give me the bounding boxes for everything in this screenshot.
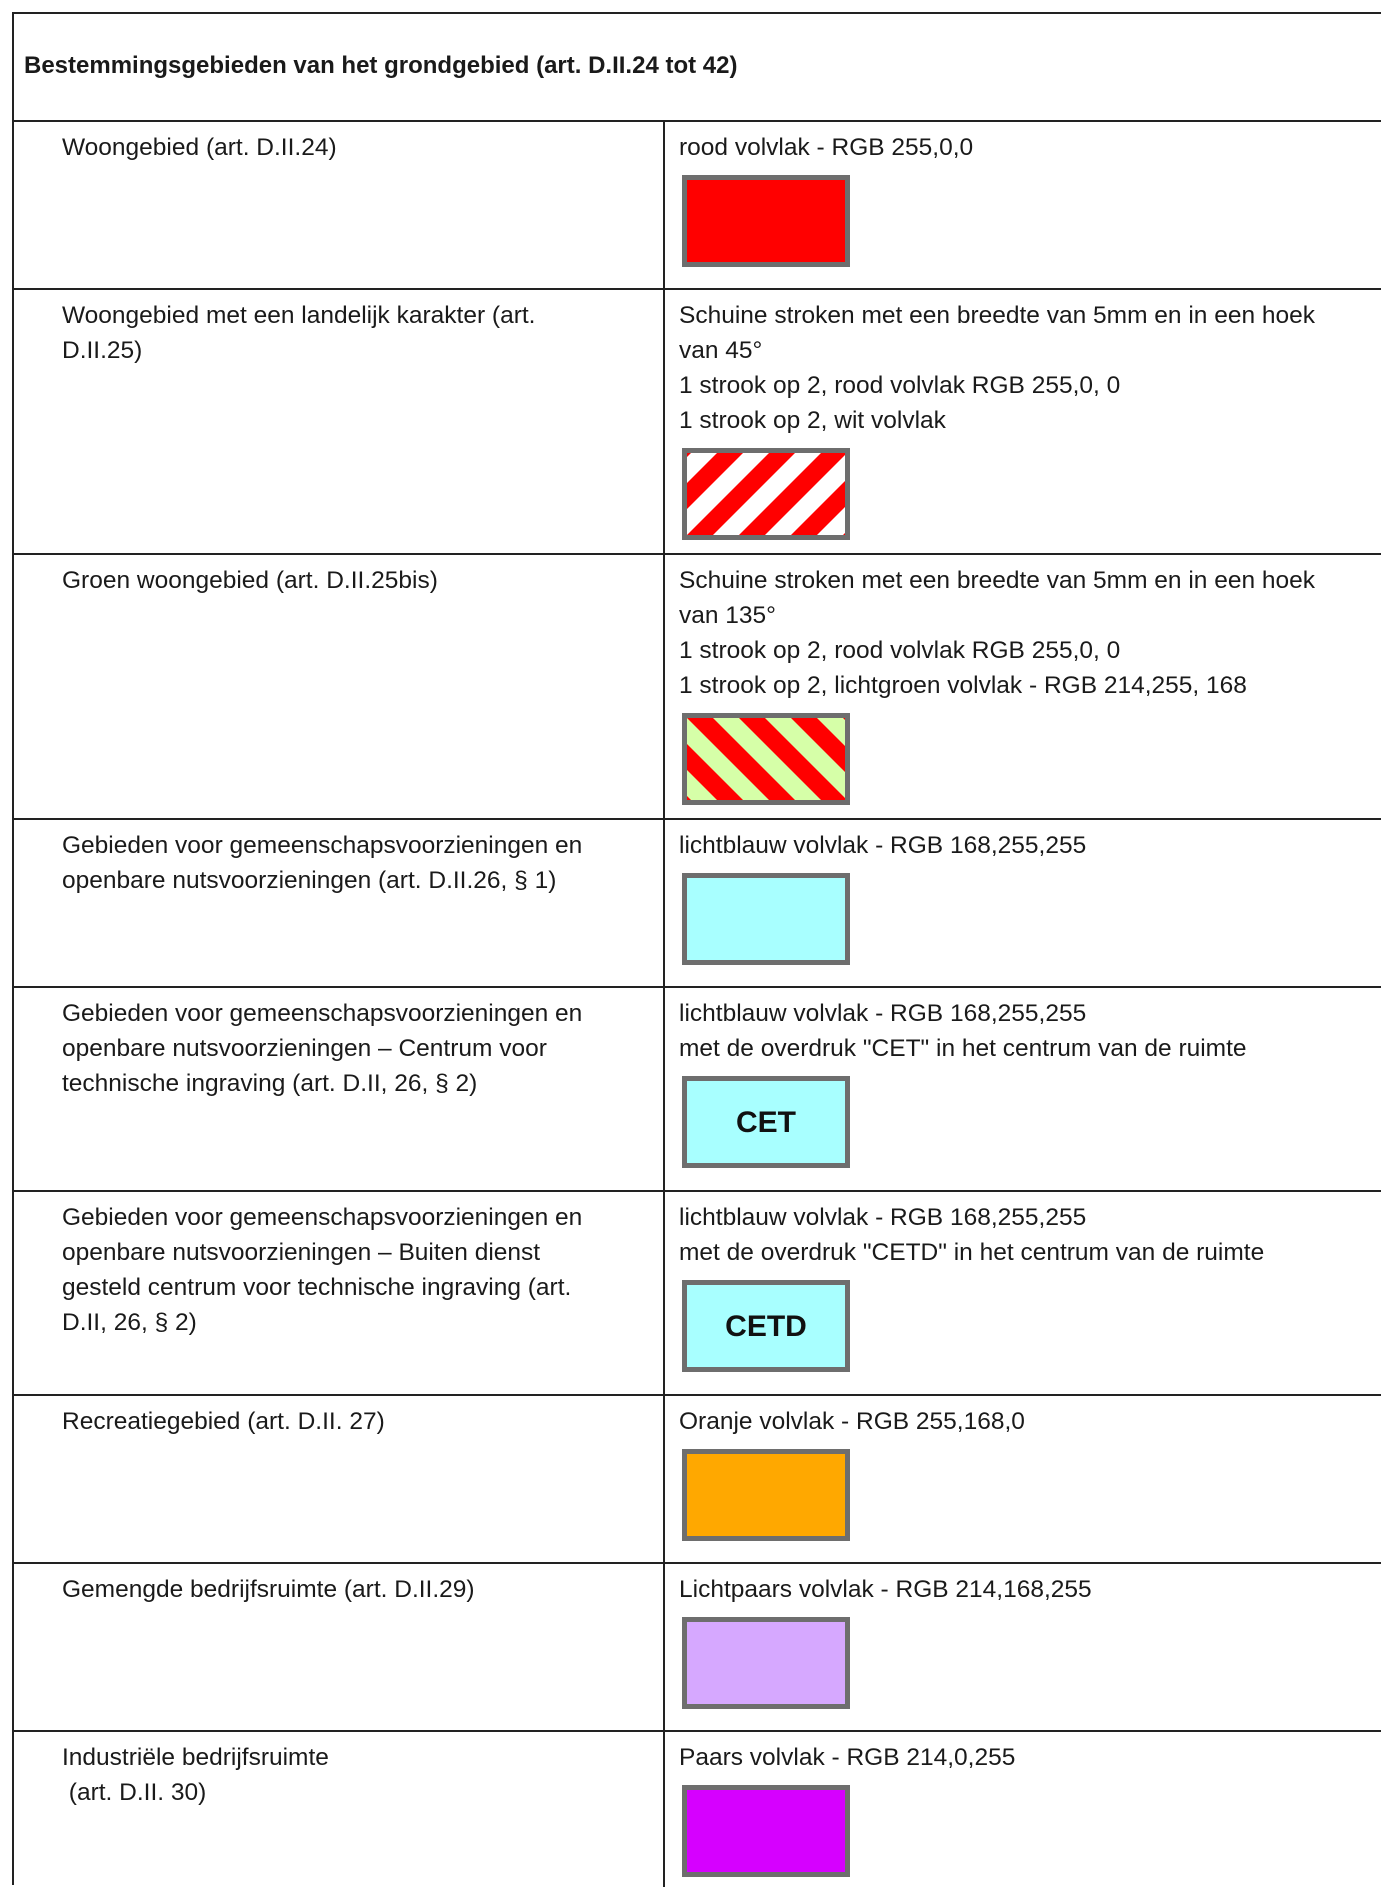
zone-name-line: Gemengde bedrijfsruimte (art. D.II.29) — [62, 1576, 475, 1603]
color-swatch — [682, 448, 850, 540]
table-row — [14, 1732, 1381, 1887]
zone-symbol-description — [679, 1740, 1379, 1877]
description-line: Lichtpaars volvlak - RGB 214,168,255 — [679, 1576, 1092, 1603]
description-line: Schuine stroken met een breedte van 5mm en in een hoek — [679, 302, 1316, 329]
zone-symbol-description — [679, 298, 1379, 540]
zone-name-line: Recreatiegebied (art. D.II. 27) — [62, 1408, 385, 1435]
table-header — [14, 14, 1381, 122]
description-line: Oranje volvlak - RGB 255,168,0 — [679, 1408, 1025, 1435]
description-line: met de overdruk "CETD" in het centrum van de ruimte — [679, 1239, 1265, 1266]
color-swatch — [682, 1449, 850, 1541]
zone-name — [62, 563, 642, 598]
description-line: Paars volvlak - RGB 214,0,255 — [679, 1744, 1016, 1771]
hatch-pattern — [687, 453, 845, 535]
zone-name-line: technische ingraving (art. D.II, 26, § 2) — [62, 1070, 478, 1097]
color-swatch — [682, 713, 850, 805]
description-line: 1 strook op 2, rood volvlak RGB 255,0, 0 — [679, 637, 1121, 664]
table-row — [14, 290, 1381, 555]
description-line: 1 strook op 2, rood volvlak RGB 255,0, 0 — [679, 372, 1121, 399]
description-line: met de overdruk "CET" in het centrum van de ruimte — [679, 1035, 1247, 1062]
description-line: Schuine stroken met een breedte van 5mm en in een hoek — [679, 567, 1316, 594]
zone-name — [62, 1572, 642, 1607]
zone-name-line: openbare nutsvoorzieningen – Buiten dienst — [62, 1239, 541, 1266]
description-line: lichtblauw volvlak - RGB 168,255,255 — [679, 1204, 1087, 1231]
zone-symbol-description — [679, 1572, 1379, 1709]
zone-name — [62, 996, 642, 1101]
zone-name-line: Woongebied (art. D.II.24) — [62, 134, 337, 161]
zone-name-line: Woongebied met een landelijk karakter (art. — [62, 302, 536, 329]
zone-name-line: (art. D.II. 30) — [62, 1779, 207, 1806]
zone-name-line: openbare nutsvoorzieningen – Centrum voor — [62, 1035, 547, 1062]
table-row — [14, 1192, 1381, 1396]
zone-name — [62, 298, 642, 368]
zone-name-line: Gebieden voor gemeenschapsvoorzieningen en — [62, 1204, 583, 1231]
description-line: van 45° — [679, 337, 763, 364]
zone-symbol-description — [679, 996, 1379, 1168]
zone-name-line: Gebieden voor gemeenschapsvoorzieningen en — [62, 832, 583, 859]
legend-table — [12, 12, 1381, 1885]
color-swatch — [682, 1785, 850, 1877]
color-swatch — [682, 1076, 850, 1168]
zone-name-line: D.II.25) — [62, 337, 143, 364]
table-title: Bestemmingsgebieden van het grondgebied (art. D.II.24 tot 42) — [24, 52, 738, 79]
zone-name — [62, 1740, 642, 1810]
zone-name-line: D.II, 26, § 2) — [62, 1309, 197, 1336]
zone-name — [62, 828, 642, 898]
zone-name-line: openbare nutsvoorzieningen (art. D.II.26, § 1) — [62, 867, 557, 894]
zone-name-line: Industriële bedrijfsruimte — [62, 1744, 329, 1771]
zone-name — [62, 1404, 642, 1439]
zone-symbol-description — [679, 563, 1379, 805]
zone-name — [62, 130, 642, 165]
table-row — [14, 820, 1381, 988]
zone-symbol-description — [679, 1200, 1379, 1372]
zone-symbol-description — [679, 130, 1379, 267]
color-swatch — [682, 1280, 850, 1372]
zone-name-line: Gebieden voor gemeenschapsvoorzieningen en — [62, 1000, 583, 1027]
description-line: rood volvlak - RGB 255,0,0 — [679, 134, 974, 161]
color-swatch — [682, 1617, 850, 1709]
color-swatch — [682, 873, 850, 965]
zone-symbol-description — [679, 828, 1379, 965]
description-line: lichtblauw volvlak - RGB 168,255,255 — [679, 1000, 1087, 1027]
zone-name-line: Groen woongebied (art. D.II.25bis) — [62, 567, 438, 594]
table-row — [14, 1564, 1381, 1732]
swatch-overprint-text: CETD — [725, 1309, 807, 1343]
description-line: 1 strook op 2, lichtgroen volvlak - RGB 214,255, 168 — [679, 672, 1247, 699]
zone-symbol-description — [679, 1404, 1379, 1541]
zone-name — [62, 1200, 642, 1340]
hatch-pattern — [687, 718, 845, 800]
table-row — [14, 1396, 1381, 1564]
color-swatch — [682, 175, 850, 267]
description-line: 1 strook op 2, wit volvlak — [679, 407, 946, 434]
table-row — [14, 988, 1381, 1192]
zone-name-line: gesteld centrum voor technische ingraving (art. — [62, 1274, 572, 1301]
description-line: lichtblauw volvlak - RGB 168,255,255 — [679, 832, 1087, 859]
swatch-overprint-text: CET — [736, 1105, 796, 1139]
description-line: van 135° — [679, 602, 776, 629]
table-row — [14, 122, 1381, 290]
table-row — [14, 555, 1381, 820]
